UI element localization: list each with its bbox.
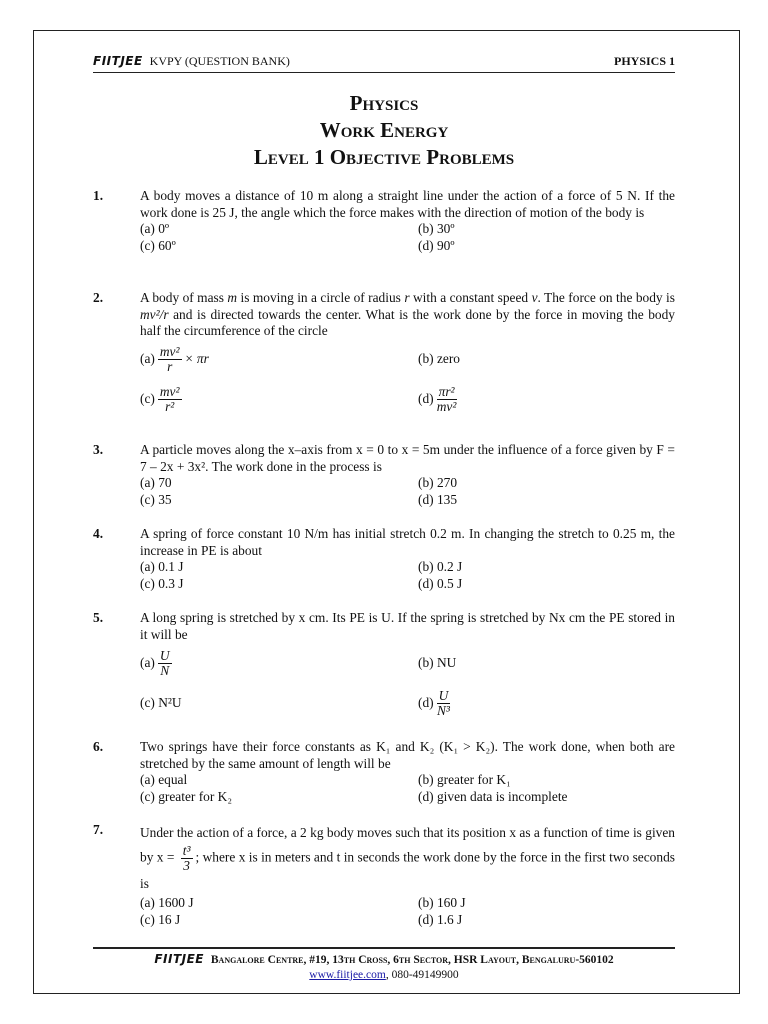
- option-c[interactable]: (c) 35: [140, 491, 172, 507]
- fraction: $\frac{\text{mv²}}{r}$: [159, 344, 180, 374]
- option-d[interactable]: (d) $\frac{\text{πr²}}{\text{mv²}}$: [418, 384, 457, 414]
- option-d[interactable]: (d) 90º: [418, 237, 455, 253]
- option-d[interactable]: (d) $\frac{U}{\text{N³}}$: [418, 687, 450, 718]
- option-a[interactable]: (a) 70: [140, 475, 172, 490]
- question-2: [93, 290, 675, 420]
- option-a[interactable]: (a) 0º: [140, 221, 170, 236]
- question-text: Under the action of a force, a 2 kg body moves such that its position x as a function of time is given by x = $\frac{\text{t³}}{3}$ ; where x is in meters and t in seconds the work done by the force in the first two seconds is: [140, 825, 675, 891]
- question-text: A particle moves along the x–axis from x = 0 to x = 5m under the influence of a force given by F = 7 – 2x + 3x². The work done in the process is: [140, 442, 675, 474]
- question-number: 4.: [93, 526, 104, 541]
- page-title: [0, 90, 768, 171]
- header-right-text: PHYSICS 1: [613, 53, 675, 68]
- question-text: A body moves a distance of 10 m along a straight line under the action of a force of 5 N. If the work done is 25 J, the angle which the force makes with the direction of motion of the body is: [140, 188, 675, 220]
- question-text: A spring of force constant 10 N/m has initial stretch 0.2 m. In changing the stretch to 0.25 m, the increase in PE is about: [140, 526, 675, 558]
- fraction: $\frac{U}{N}$: [159, 647, 170, 678]
- fiitjee-logo: FIITJEE: [93, 53, 143, 68]
- website-link[interactable]: www.fiitjee.com: [309, 969, 386, 981]
- page-header: [93, 52, 675, 70]
- option-c[interactable]: (c) N²U: [140, 694, 182, 710]
- question-number: 5.: [93, 610, 104, 625]
- option-c[interactable]: (c) 0.3 J: [140, 575, 184, 591]
- header-divider: [93, 72, 675, 73]
- option-c[interactable]: (c) $\frac{\text{mv²}}{\text{r²}}$: [140, 384, 180, 414]
- header-left: [93, 54, 290, 69]
- question-number: 7.: [93, 822, 104, 837]
- options: [140, 895, 675, 928]
- option-b[interactable]: (b) 160 J: [418, 895, 466, 910]
- fiitjee-logo: FIITJEE: [154, 952, 204, 966]
- title-level: Level 1 Objective Problems: [253, 145, 515, 169]
- option-b[interactable]: (b) 30º: [418, 221, 455, 236]
- question-number: 2.: [93, 290, 104, 305]
- footer-divider: [93, 947, 675, 949]
- fraction: $\frac{\text{t³}}{3}$: [182, 843, 191, 873]
- title-topic: Work Energy: [319, 118, 449, 142]
- question-7: [93, 822, 675, 928]
- title-subject: Physics: [349, 91, 419, 115]
- question-4: [93, 526, 675, 592]
- question-text: A body of mass m is moving in a circle of radius r with a constant speed v. The force on the body is mv²/r and is directed towards the center. What is the work done by the force in moving the body half the circumference of the circle: [140, 290, 675, 338]
- question-number: 3.: [93, 442, 104, 457]
- option-a[interactable]: (a) equal: [140, 772, 188, 787]
- options: [140, 643, 675, 723]
- page-footer: [0, 952, 768, 983]
- fraction: $\frac{U}{\text{N³}}$: [436, 687, 450, 718]
- option-d[interactable]: (d) 135: [418, 491, 458, 507]
- option-c[interactable]: (c) greater for K₂: [140, 788, 233, 804]
- question-number: 1.: [93, 188, 104, 203]
- options: [140, 340, 675, 420]
- question-text: A long spring is stretched by x cm. Its PE is U. If the spring is stretched by Nx cm the PE stored in it will be: [140, 610, 675, 642]
- fraction: $\frac{\text{πr²}}{\text{mv²}}$: [436, 384, 457, 414]
- option-a[interactable]: (a) $\frac{U}{N}$: [140, 647, 170, 678]
- fraction: $\frac{\text{mv²}}{\text{r²}}$: [159, 384, 180, 414]
- option-c[interactable]: (c) 16 J: [140, 911, 181, 927]
- option-b[interactable]: (b) zero: [418, 351, 461, 367]
- option-d[interactable]: (d) 1.6 J: [418, 911, 463, 927]
- question-1: [93, 188, 675, 254]
- footer-address: Bangalore Centre, #19, 13th Cross, 6th Sector, HSR Layout, Bengaluru-560102: [210, 954, 614, 966]
- option-d[interactable]: (d) 0.5 J: [418, 575, 463, 591]
- option-b[interactable]: (b) 0.2 J: [418, 559, 463, 574]
- option-a[interactable]: (a) 1600 J: [140, 895, 194, 910]
- options: [140, 221, 675, 254]
- options: [140, 772, 675, 805]
- question-number: 6.: [93, 739, 104, 754]
- option-c[interactable]: (c) 60º: [140, 237, 176, 253]
- option-a[interactable]: (a) $\frac{\text{mv²}}{r}$ × πr: [140, 344, 209, 374]
- question-6: [93, 739, 675, 805]
- option-d[interactable]: (d) given data is incomplete: [418, 788, 568, 804]
- options: [140, 475, 675, 508]
- question-5: [93, 610, 675, 723]
- option-b[interactable]: (b) 270: [418, 475, 458, 490]
- options: [140, 559, 675, 592]
- question-3: [93, 442, 675, 508]
- header-left-text: KVPY (QUESTION BANK): [149, 53, 290, 68]
- option-b[interactable]: (b) greater for K₁: [418, 772, 511, 787]
- question-text: Two springs have their force constants as K₁ and K₂ (K₁ > K₂). The work done, when both are stretched by the same amount of length will be: [140, 739, 675, 771]
- footer-phone: , 080-49149900: [385, 969, 459, 981]
- option-b[interactable]: (b) NU: [418, 654, 457, 670]
- option-a[interactable]: (a) 0.1 J: [140, 559, 184, 574]
